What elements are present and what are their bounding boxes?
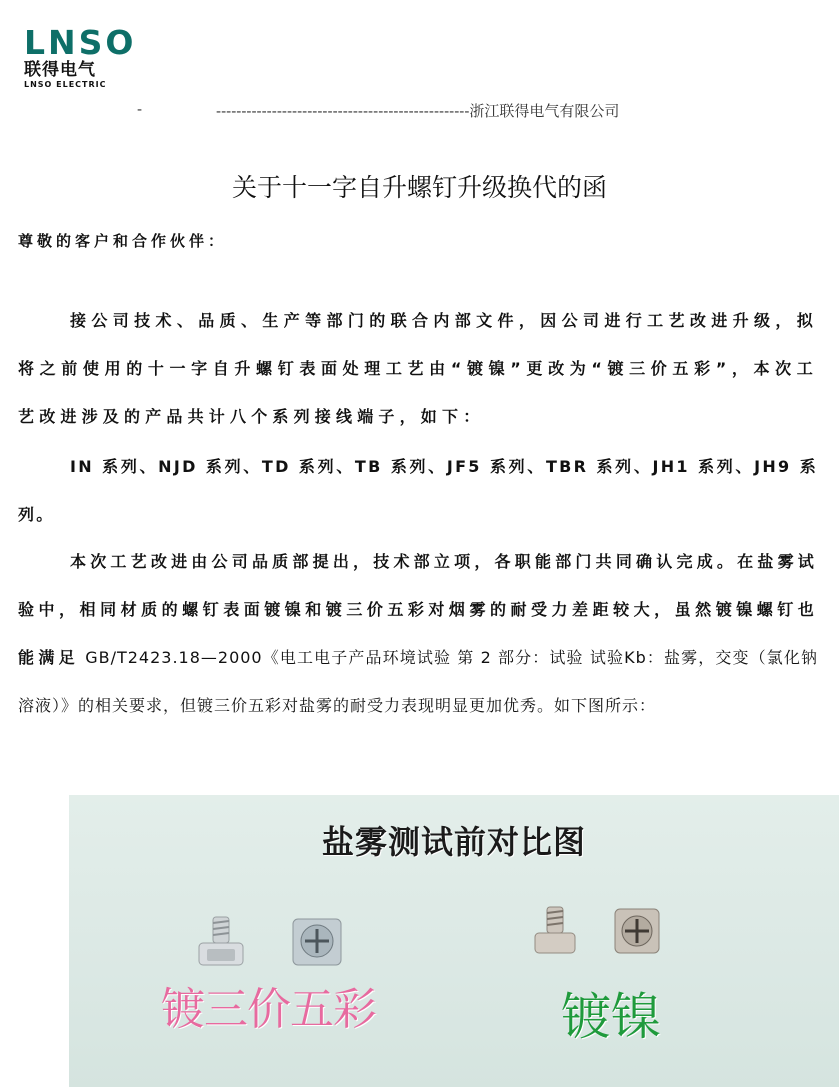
logo-wordmark: LNSO xyxy=(24,23,137,62)
paragraph-salt-spray-normal: GB/T2423.18—2000《电工电子产品环境试验 第 2 部分：试验 试验Kb：盐雾，交变（氯化钠溶液）》的相关要求，但镀三价五彩对盐雾的耐受力表现明显更加优秀。如下图所示： xyxy=(18,648,818,715)
screw-image xyxy=(609,905,665,961)
letter-title: 关于十一字自升螺钉升级换代的函 xyxy=(231,173,607,202)
logo-english-name: LNSO ELECTRIC xyxy=(24,80,107,89)
label-trivalent-plating: 镀三价五彩 xyxy=(161,984,376,1035)
paragraph-salt-spray xyxy=(18,538,818,730)
greeting: 尊敬的客户和合作伙伴： xyxy=(18,232,228,250)
photo-title: 盐雾测试前对比图 xyxy=(321,823,586,861)
paragraph-series-list: IN 系列、NJD 系列、TD 系列、TB 系列、JF5 系列、TBR 系列、JH1 系列、JH9 系列。 xyxy=(18,457,818,524)
header-dash: - xyxy=(137,100,143,118)
paragraph-intro: 接公司技术、品质、生产等部门的联合内部文件，因公司进行工艺改进升级，拟将之前使用的十一字自升螺钉表面处理工艺由“镀镍”更改为“镀三价五彩”，本次工艺改进涉及的产品共计八个系列接线端子，如下： xyxy=(18,311,818,426)
logo-chinese-name: 联得电气 xyxy=(24,60,96,80)
comparison-photo xyxy=(69,795,839,1087)
paragraph-salt-spray-bold: 本次工艺改进由公司品质部提出，技术部立项，各职能部门共同确认完成。在盐雾试验中，相同材质的螺钉表面镀镍和镀三价五彩对烟雾的耐受力差距较大，虽然镀镍螺钉也能满足 xyxy=(18,552,818,667)
company-logo xyxy=(24,23,137,90)
screw-image xyxy=(287,915,347,973)
label-nickel-plating: 镀镍 xyxy=(561,988,661,1046)
screw-image xyxy=(527,903,583,959)
screw-image xyxy=(191,913,251,975)
header-company-line: --------------------------------------------------浙江联得电气有限公司 xyxy=(216,102,620,120)
